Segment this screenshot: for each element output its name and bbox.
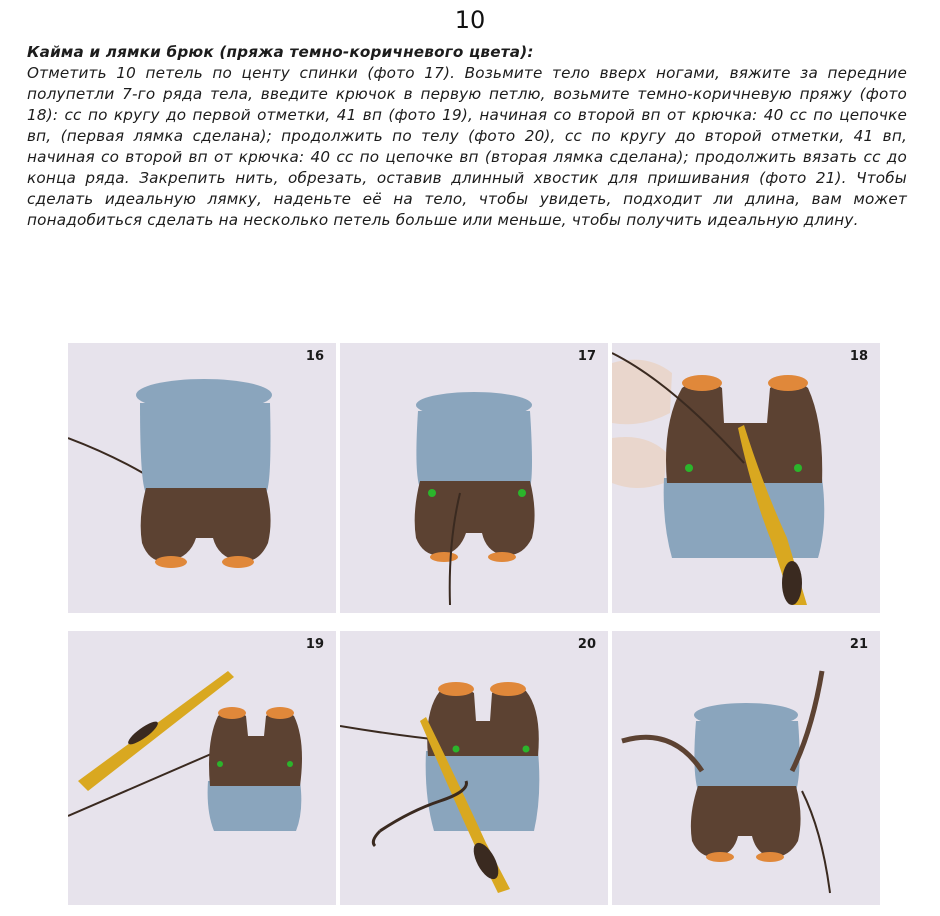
amigurumi-marked-back-image [340, 343, 608, 613]
photo-19-label: 19 [305, 637, 324, 652]
photo-18-label: 18 [849, 349, 868, 364]
amigurumi-back-view-image [68, 343, 336, 613]
instructions-body: Отметить 10 петель по центу спинки (фото 17). Возьмите тело вверх ногами, вяжите за передние полупетли 7-го ряда тела, введите крючок в первую петлю, возьмите темно-коричневую пряжу (фото 18): сс по кругу до первой отметки, 41 вп (фото 19), начиная со второй вп от крючка: 40 сс по цепочке вп, (первая лямка сделана); продолжить по телу (фото 20), сс по кругу до второй отметки, 41 вп, начиная со второй вп от крючка: 40 сс по цепочке вп (вторая лямка сделана); продолжить вязать сс до конца ряда. Закрепить нить, обрезать, оставив длинный хвостик для пришивания (фото 21). Чтобы сделать идеальную лямку, наденьте её на тело, чтобы увидеть, подходит ли длина, вам может понадобиться сделать на несколько петель больше или меньше, чтобы получить идеальную длину. [27, 64, 907, 229]
photo-18 [612, 343, 880, 613]
page-number: 10 [454, 6, 486, 34]
amigurumi-chain-strap-image [68, 631, 336, 905]
instructions-text [27, 42, 907, 231]
section-heading: Кайма и лямки брюк (пряжа темно-коричневого цвета): [27, 43, 534, 61]
photo-17 [340, 343, 608, 613]
amigurumi-first-strap-image [340, 631, 608, 905]
photo-20-label: 20 [577, 637, 596, 652]
amigurumi-upside-down-hook-image [612, 343, 880, 613]
photo-19 [68, 631, 336, 905]
photo-21-label: 21 [849, 637, 868, 652]
photo-21 [612, 631, 880, 905]
photo-16-label: 16 [305, 349, 324, 364]
photo-20 [340, 631, 608, 905]
photo-16 [68, 343, 336, 613]
amigurumi-finished-straps-image [612, 631, 880, 905]
photo-grid [68, 343, 880, 905]
photo-17-label: 17 [577, 349, 596, 364]
